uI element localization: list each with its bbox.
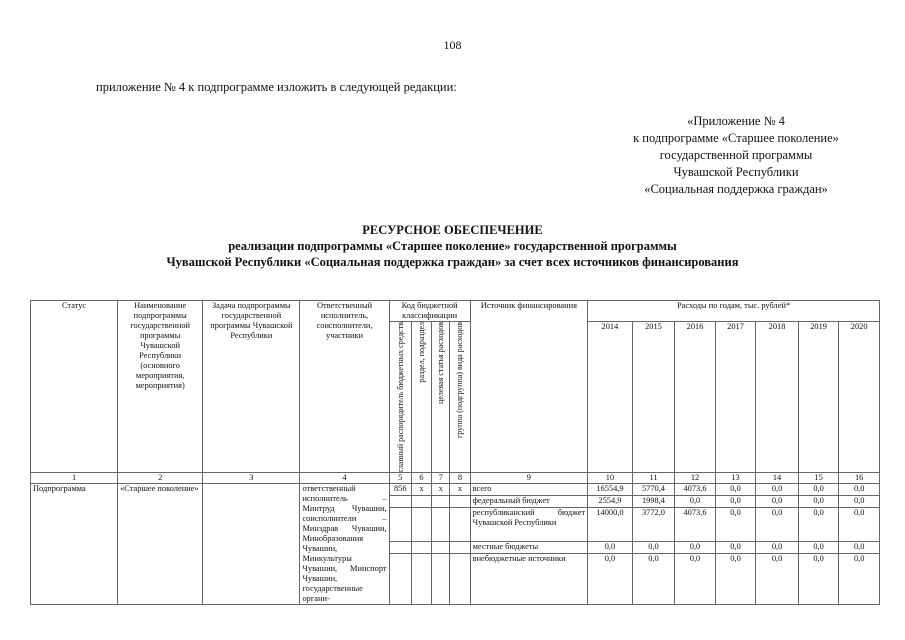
heading-line: реализации подпрограммы «Старшее поколение» государственной программы [228, 239, 677, 253]
header-year: 2016 [675, 322, 716, 473]
code-empty [432, 554, 450, 605]
column-number: 13 [715, 472, 756, 483]
code-empty [389, 542, 411, 554]
value-cell: 5770,4 [632, 483, 675, 495]
value-cell: 0,0 [798, 542, 839, 554]
column-number: 11 [632, 472, 675, 483]
page-number: 108 [443, 38, 462, 52]
source-name: всего [470, 483, 588, 495]
header-status: Статус [31, 301, 118, 473]
header-year: 2018 [756, 322, 799, 473]
header-expenses: Расходы по годам, тыс. рублей* [588, 301, 880, 322]
header-year: 2017 [715, 322, 756, 473]
code-empty [411, 496, 431, 508]
appendix-line: государственной программы [659, 148, 813, 162]
column-number: 5 [389, 472, 411, 483]
header-source: Источник финансирования [470, 301, 588, 473]
code-empty [411, 554, 431, 605]
intro-text: приложение № 4 к подпрограмме изложить в следующей редакции: [96, 80, 457, 94]
code-empty [411, 508, 431, 542]
value-cell: 0,0 [798, 508, 839, 542]
value-cell: 0,0 [839, 483, 880, 495]
appendix-line: к подпрограмме «Старшее поколение» [633, 131, 839, 145]
appendix-line: «Приложение № 4 [687, 114, 785, 128]
header-year: 2019 [798, 322, 839, 473]
value-cell: 0,0 [675, 496, 716, 508]
row-status: Подпрограмма [31, 483, 118, 604]
appendix-line: Чувашской Республики [673, 165, 799, 179]
value-cell: 0,0 [588, 542, 633, 554]
code-empty [450, 542, 470, 554]
value-cell: 0,0 [715, 508, 756, 542]
appendix-line: «Социальная поддержка граждан» [644, 182, 828, 196]
column-number: 7 [432, 472, 450, 483]
row-name: «Старшее поколение» [118, 483, 203, 604]
header-executor: Ответственный исполнитель, соисполнители, участники [300, 301, 389, 473]
value-cell: 0,0 [632, 554, 675, 605]
value-cell: 0,0 [798, 554, 839, 605]
table-row [31, 483, 880, 495]
header-code-col: группа (подгруппа) вида расходов [450, 322, 470, 473]
value-cell: 0,0 [839, 508, 880, 542]
header-name: Наименование подпрограммы государственной программы Чувашской Республики (основного мероприятия, мероприятия) [118, 301, 203, 473]
value-cell: 0,0 [715, 554, 756, 605]
column-number: 1 [31, 472, 118, 483]
value-cell: 4073,6 [675, 508, 716, 542]
row-task [203, 483, 300, 604]
value-cell: 0,0 [715, 542, 756, 554]
value-cell: 0,0 [588, 554, 633, 605]
source-name: федеральный бюджет [470, 496, 588, 508]
value-cell: 3772,0 [632, 508, 675, 542]
column-number: 4 [300, 472, 389, 483]
value-cell: 0,0 [798, 483, 839, 495]
value-cell: 0,0 [756, 542, 799, 554]
resource-table [30, 300, 880, 605]
column-number: 6 [411, 472, 431, 483]
header-code-col: главный распорядитель бюджетных средств [389, 322, 411, 473]
code-empty [450, 554, 470, 605]
header-code-col: целевая статья расходов [432, 322, 450, 473]
header-year: 2015 [632, 322, 675, 473]
value-cell: 0,0 [798, 496, 839, 508]
document-heading [0, 222, 905, 270]
column-number: 12 [675, 472, 716, 483]
code-grbs: 856 [389, 483, 411, 495]
value-cell: 0,0 [756, 496, 799, 508]
header-year: 2014 [588, 322, 633, 473]
code-empty [432, 542, 450, 554]
code-empty [411, 542, 431, 554]
code-empty [389, 554, 411, 605]
value-cell: 14000,0 [588, 508, 633, 542]
column-number: 15 [798, 472, 839, 483]
header-budget-code: Код бюджетной классификации [389, 301, 470, 322]
code-empty [432, 496, 450, 508]
value-cell: 0,0 [715, 483, 756, 495]
value-cell: 16554,9 [588, 483, 633, 495]
value-cell: 0,0 [756, 483, 799, 495]
column-number: 8 [450, 472, 470, 483]
row-executor: ответственный исполнитель – Минтруд Чувашии, соисполнители – Минздрав Чувашии, Минобразования Чувашии, Минкультуры Чувашии, Минспорт Чувашии, государственные органи- [300, 483, 389, 604]
code-empty [389, 508, 411, 542]
value-cell: 0,0 [756, 554, 799, 605]
header-year: 2020 [839, 322, 880, 473]
appendix-block [600, 113, 872, 198]
source-name: местные бюджеты [470, 542, 588, 554]
code-article: x [432, 483, 450, 495]
value-cell: 0,0 [839, 496, 880, 508]
value-cell: 0,0 [756, 508, 799, 542]
heading-line: Чувашской Республики «Социальная поддержка граждан» за счет всех источников финансирования [166, 255, 739, 269]
header-code-col: раздел, подраздел [411, 322, 431, 473]
value-cell: 0,0 [675, 542, 716, 554]
code-empty [389, 496, 411, 508]
source-name: республиканский бюджет Чувашской Республики [470, 508, 588, 542]
column-number: 2 [118, 472, 203, 483]
heading-title: РЕСУРСНОЕ ОБЕСПЕЧЕНИЕ [362, 223, 543, 237]
column-number: 3 [203, 472, 300, 483]
value-cell: 0,0 [675, 554, 716, 605]
value-cell: 0,0 [632, 542, 675, 554]
value-cell: 1998,4 [632, 496, 675, 508]
code-empty [432, 508, 450, 542]
column-number: 9 [470, 472, 588, 483]
code-empty [450, 508, 470, 542]
code-group: x [450, 483, 470, 495]
source-name: внебюджетные источники [470, 554, 588, 605]
code-empty [450, 496, 470, 508]
column-number: 10 [588, 472, 633, 483]
code-section: x [411, 483, 431, 495]
value-cell: 2554,9 [588, 496, 633, 508]
value-cell: 4073,6 [675, 483, 716, 495]
value-cell: 0,0 [715, 496, 756, 508]
column-number: 14 [756, 472, 799, 483]
header-task: Задача подпрограммы государственной программы Чувашской Республики [203, 301, 300, 473]
value-cell: 0,0 [839, 554, 880, 605]
column-number: 16 [839, 472, 880, 483]
value-cell: 0,0 [839, 542, 880, 554]
